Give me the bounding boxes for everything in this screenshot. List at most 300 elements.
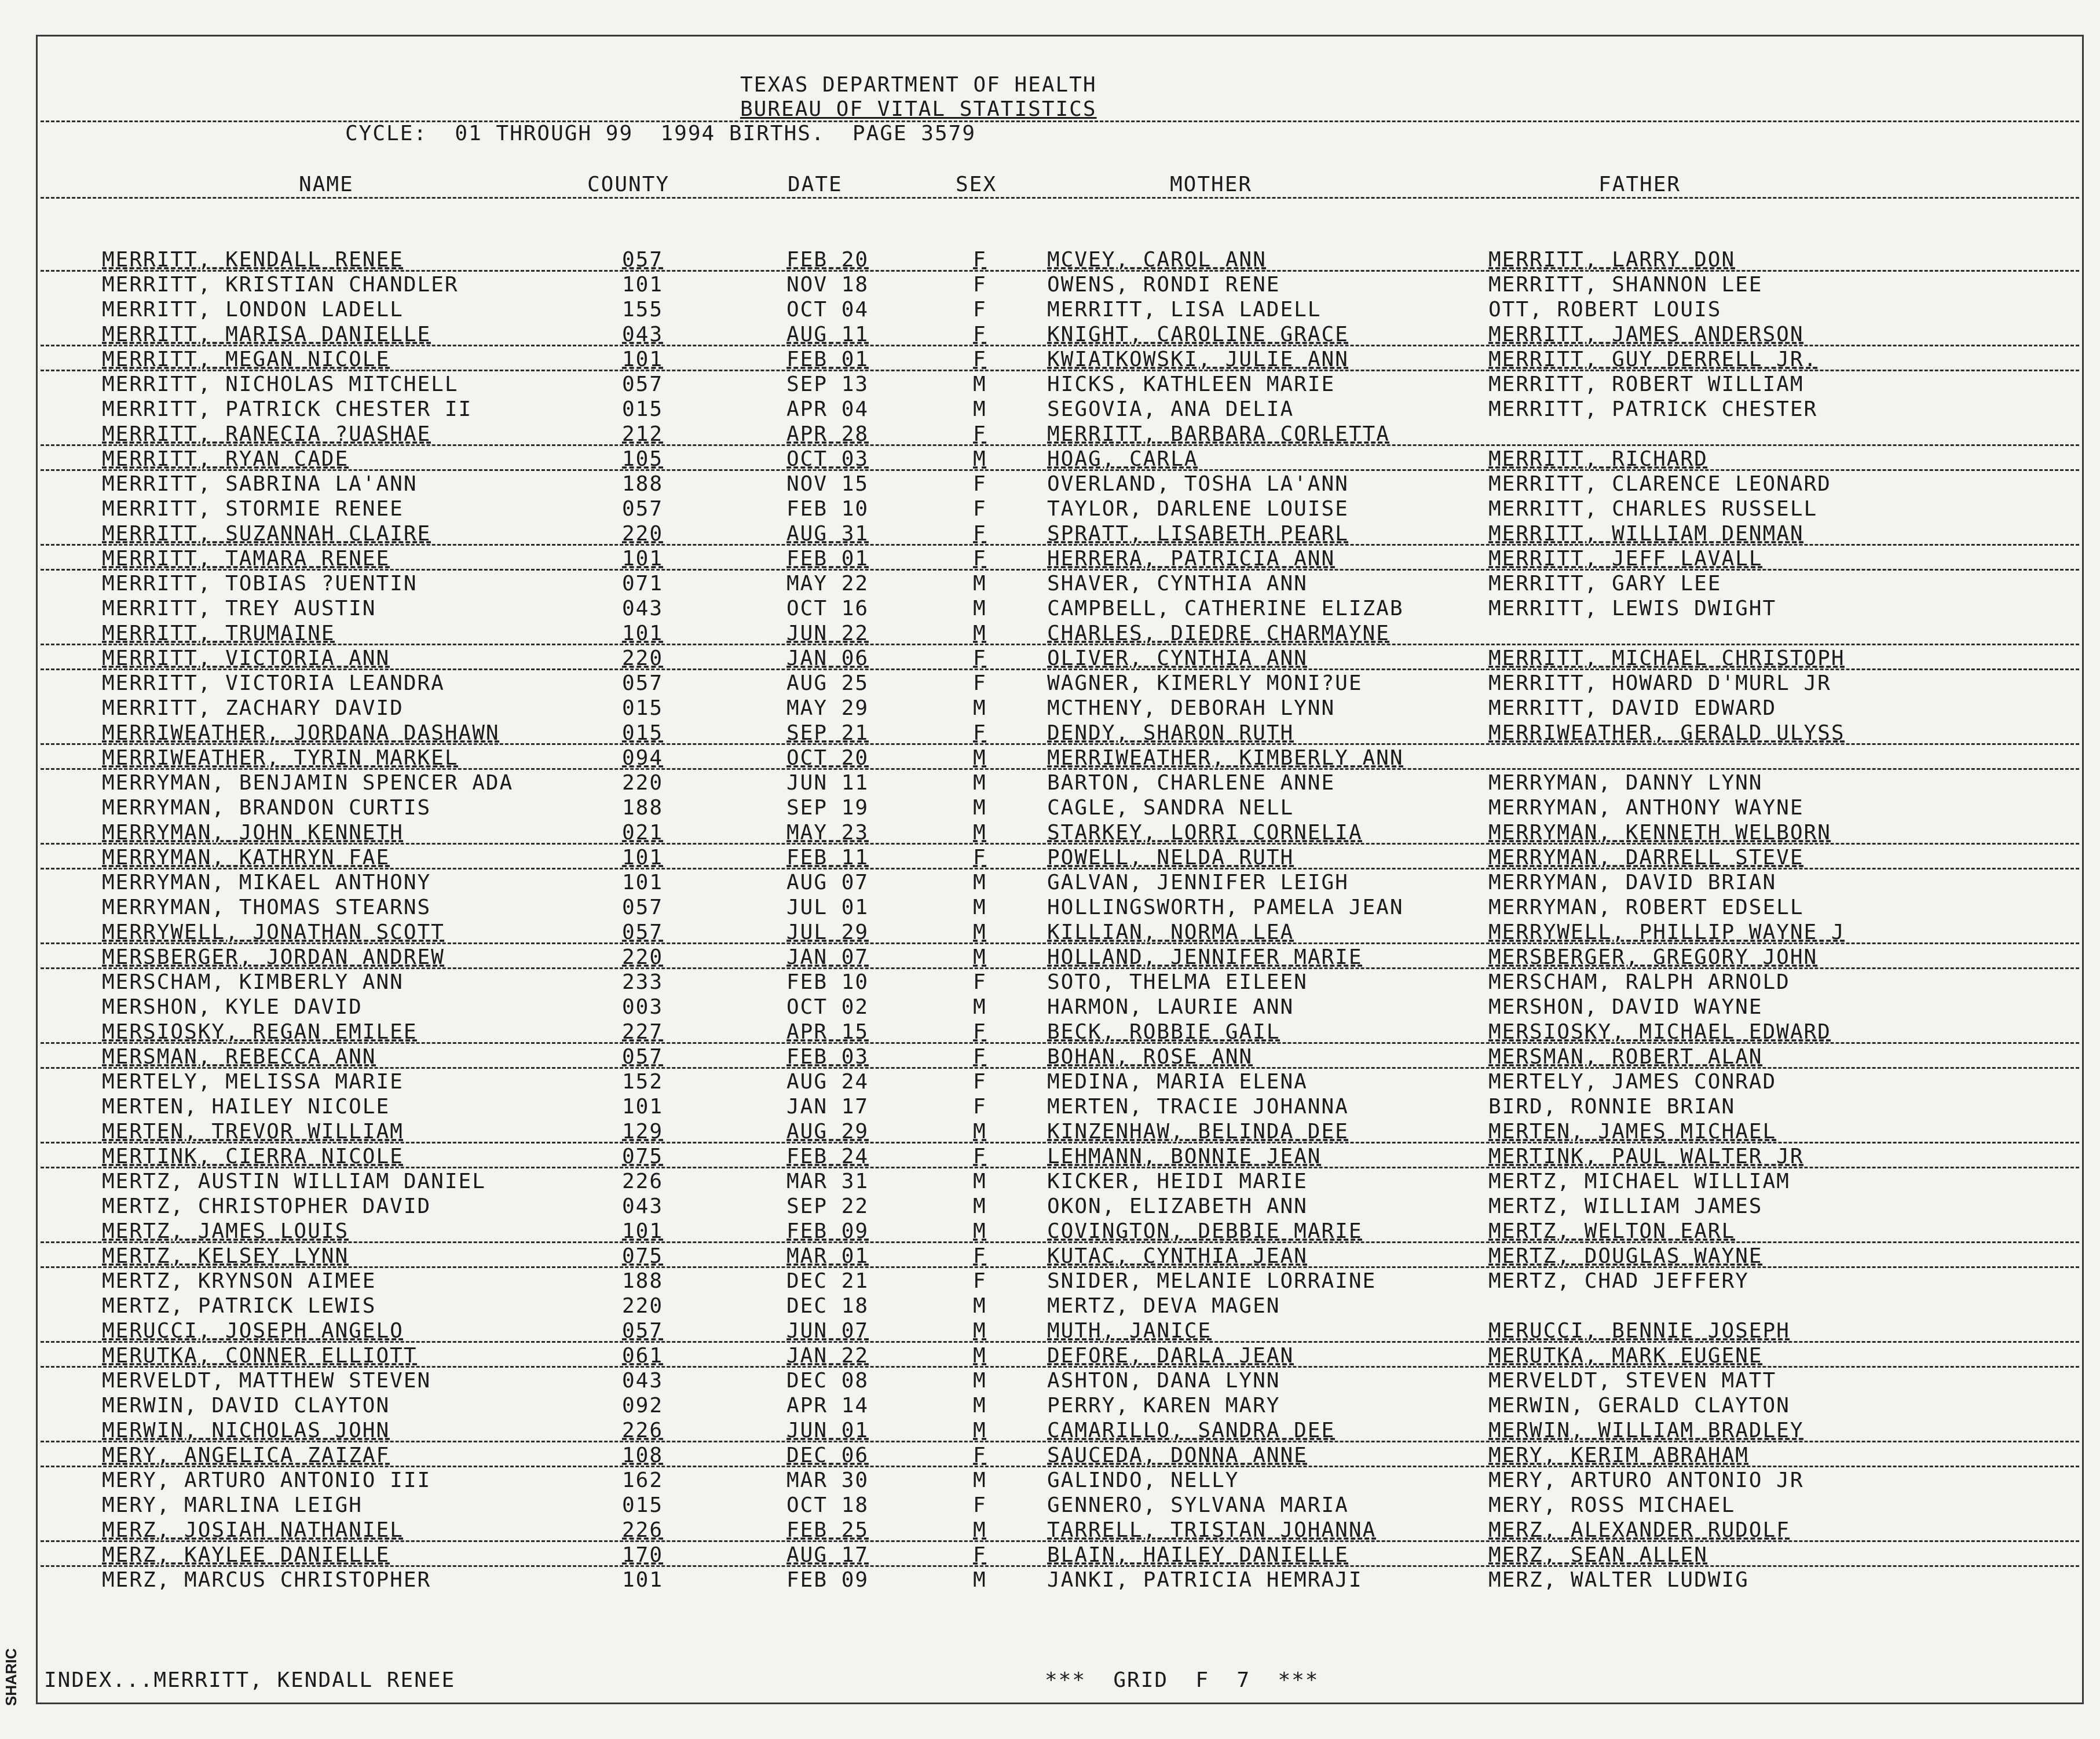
cell-mother: MUTH, JANICE <box>1047 1319 1212 1343</box>
cell-date: FEB 25 <box>786 1518 869 1542</box>
cell-father: MERRITT, HOWARD D'MURL JR <box>1488 671 1831 695</box>
cell-date: FEB 10 <box>786 970 869 994</box>
table-row <box>0 1344 2100 1369</box>
cell-county: 101 <box>622 273 664 297</box>
cell-county: 003 <box>622 995 664 1019</box>
cell-name: MERRITT, LONDON LADELL <box>102 298 404 322</box>
cell-father: MERRIWEATHER, GERALD ULYSS <box>1488 721 1845 745</box>
cell-sex: F <box>973 846 987 870</box>
cell-father: MERTELY, JAMES CONRAD <box>1488 1070 1777 1094</box>
cell-sex: M <box>973 1319 987 1343</box>
cell-mother: CAGLE, SANDRA NELL <box>1047 796 1294 820</box>
cell-father: MERRYMAN, ROBERT EDSELL <box>1488 896 1804 919</box>
table-row <box>0 796 2100 821</box>
cell-sex: F <box>973 497 987 521</box>
cell-father: MERTZ, WILLIAM JAMES <box>1488 1194 1763 1218</box>
cell-county: 101 <box>622 1095 664 1119</box>
cell-mother: KNIGHT, CAROLINE GRACE <box>1047 323 1349 346</box>
cell-name: MERRITT, MARISA DANIELLE <box>102 323 431 346</box>
cell-father: MERRITT, MICHAEL CHRISTOPH <box>1488 646 1845 670</box>
row-divider <box>41 1441 2079 1442</box>
cell-name: MERRITT, KENDALL RENEE <box>102 248 404 272</box>
cell-date: JAN 06 <box>786 646 869 670</box>
cell-county: 094 <box>622 746 664 770</box>
cell-date: JUN 22 <box>786 622 869 645</box>
cell-county: 015 <box>622 397 664 421</box>
cell-father: MERRITT, SHANNON LEE <box>1488 273 1763 297</box>
table-row <box>0 771 2100 796</box>
cell-mother: SPRATT, LISABETH PEARL <box>1047 522 1349 546</box>
cell-father: MERY, ROSS MICHAEL <box>1488 1493 1736 1517</box>
table-row <box>0 1095 2100 1120</box>
cell-date: MAY 22 <box>786 572 869 596</box>
cell-name: MERTEN, HAILEY NICOLE <box>102 1095 390 1119</box>
cell-name: MERY, MARLINA LEIGH <box>102 1493 363 1517</box>
cell-name: MERRITT, STORMIE RENEE <box>102 497 404 521</box>
cell-date: JUN 11 <box>786 771 869 795</box>
cell-father: MERSHON, DAVID WAYNE <box>1488 995 1763 1019</box>
cell-father: MERRYWELL, PHILLIP WAYNE J <box>1488 920 1845 944</box>
col-sex: SEX <box>956 173 997 196</box>
cell-date: JUL 01 <box>786 896 869 919</box>
cell-date: MAY 29 <box>786 696 869 720</box>
cell-date: AUG 17 <box>786 1543 869 1567</box>
row-divider <box>41 1042 2079 1044</box>
cell-county: 220 <box>622 771 664 795</box>
cell-name: MERSCHAM, KIMBERLY ANN <box>102 970 404 994</box>
table-row <box>0 1468 2100 1493</box>
cell-date: APR 04 <box>786 397 869 421</box>
cell-county: 071 <box>622 572 664 596</box>
cell-father: MERUCCI, BENNIE JOSEPH <box>1488 1319 1790 1343</box>
cell-date: JAN 22 <box>786 1344 869 1368</box>
cell-date: AUG 25 <box>786 671 869 695</box>
cell-county: 101 <box>622 846 664 870</box>
table-row <box>0 422 2100 447</box>
table-row <box>0 1543 2100 1568</box>
row-divider <box>41 469 2079 471</box>
cell-county: 057 <box>622 1045 664 1069</box>
cell-sex: F <box>973 273 987 297</box>
cell-date: AUG 07 <box>786 871 869 894</box>
cell-county: 233 <box>622 970 664 994</box>
cell-date: SEP 13 <box>786 372 869 396</box>
cell-sex: M <box>973 1294 987 1318</box>
cell-sex: F <box>973 1493 987 1517</box>
cell-name: MERUCCI, JOSEPH ANGELO <box>102 1319 404 1343</box>
row-divider <box>41 1241 2079 1243</box>
row-divider <box>41 1341 2079 1343</box>
cell-name: MERTZ, KELSEY LYNN <box>102 1244 349 1268</box>
cell-mother: MCTHENY, DEBORAH LYNN <box>1047 696 1336 720</box>
cell-county: 057 <box>622 671 664 695</box>
table-row <box>0 896 2100 920</box>
cell-date: NOV 15 <box>786 472 869 496</box>
cell-date: FEB 01 <box>786 348 869 371</box>
cell-father: MERRYMAN, DANNY LYNN <box>1488 771 1763 795</box>
cell-sex: F <box>973 671 987 695</box>
cell-name: MERRIWEATHER, TYRIN MARKEL <box>102 746 459 770</box>
cell-mother: MERTEN, TRACIE JOHANNA <box>1047 1095 1349 1119</box>
cell-county: 105 <box>622 447 664 471</box>
cell-county: 226 <box>622 1170 664 1193</box>
header-bureau: BUREAU OF VITAL STATISTICS <box>740 97 1097 121</box>
cell-date: FEB 03 <box>786 1045 869 1069</box>
cell-mother: HOAG, CARLA <box>1047 447 1198 471</box>
cell-date: OCT 16 <box>786 597 869 620</box>
cell-father: MERRITT, RICHARD <box>1488 447 1708 471</box>
cell-county: 226 <box>622 1518 664 1542</box>
cell-name: MERTZ, KRYNSON AIMEE <box>102 1269 376 1293</box>
cell-name: MERRITT, VICTORIA ANN <box>102 646 390 670</box>
cell-sex: F <box>973 472 987 496</box>
cell-name: MERTZ, AUSTIN WILLIAM DANIEL <box>102 1170 486 1193</box>
cell-name: MERSHON, KYLE DAVID <box>102 995 363 1019</box>
cell-mother: MCVEY, CAROL ANN <box>1047 248 1267 272</box>
cell-mother: HOLLINGSWORTH, PAMELA JEAN <box>1047 896 1404 919</box>
cell-name: MERRYWELL, JONATHAN SCOTT <box>102 920 445 944</box>
cell-sex: M <box>973 1394 987 1417</box>
cell-date: OCT 02 <box>786 995 869 1019</box>
cell-county: 101 <box>622 622 664 645</box>
cell-father: MERVELDT, STEVEN MATT <box>1488 1369 1777 1393</box>
table-row <box>0 1444 2100 1468</box>
cell-father: MERY, ARTURO ANTONIO JR <box>1488 1468 1804 1492</box>
cell-name: MERRYMAN, KATHRYN FAE <box>102 846 390 870</box>
cell-date: APR 28 <box>786 422 869 446</box>
cell-date: NOV 18 <box>786 273 869 297</box>
cell-father: MERTZ, WELTON EARL <box>1488 1219 1736 1243</box>
cell-father: BIRD, RONNIE BRIAN <box>1488 1095 1736 1119</box>
cell-county: 227 <box>622 1020 664 1044</box>
cell-name: MERVELDT, MATTHEW STEVEN <box>102 1369 431 1393</box>
table-row <box>0 1020 2100 1045</box>
cell-father: MERRITT, DAVID EDWARD <box>1488 696 1777 720</box>
table-row <box>0 696 2100 721</box>
cell-sex: M <box>973 696 987 720</box>
cell-county: 057 <box>622 920 664 944</box>
cell-date: JAN 07 <box>786 945 869 969</box>
cell-name: MERRITT, TREY AUSTIN <box>102 597 376 620</box>
cell-father: MERSCHAM, RALPH ARNOLD <box>1488 970 1790 994</box>
cell-father: MERSIOSKY, MICHAEL EDWARD <box>1488 1020 1831 1044</box>
cell-mother: HICKS, KATHLEEN MARIE <box>1047 372 1336 396</box>
cell-mother: SOTO, THELMA EILEEN <box>1047 970 1308 994</box>
table-row <box>0 1120 2100 1145</box>
cell-mother: GALINDO, NELLY <box>1047 1468 1239 1492</box>
cell-sex: M <box>973 572 987 596</box>
cell-mother: OWENS, RONDI RENE <box>1047 273 1281 297</box>
cell-county: 170 <box>622 1543 664 1567</box>
table-row <box>0 323 2100 348</box>
cell-sex: M <box>973 447 987 471</box>
cell-sex: M <box>973 995 987 1019</box>
row-divider <box>41 843 2079 845</box>
cell-mother: STARKEY, LORRI CORNELIA <box>1047 821 1363 845</box>
cell-county: 092 <box>622 1394 664 1417</box>
cell-mother: DEFORE, DARLA JEAN <box>1047 1344 1294 1368</box>
cell-father: MERY, KERIM ABRAHAM <box>1488 1444 1749 1467</box>
table-row <box>0 572 2100 597</box>
cell-date: DEC 18 <box>786 1294 869 1318</box>
cell-sex: M <box>973 1568 987 1592</box>
cell-father: MERRITT, CHARLES RUSSELL <box>1488 497 1818 521</box>
table-row <box>0 970 2100 995</box>
row-divider <box>41 569 2079 571</box>
cell-date: SEP 19 <box>786 796 869 820</box>
cell-county: 155 <box>622 298 664 322</box>
cell-sex: F <box>973 298 987 322</box>
table-row <box>0 273 2100 298</box>
cell-county: 188 <box>622 1269 664 1293</box>
footer-index: INDEX...MERRITT, KENDALL RENEE <box>44 1668 456 1692</box>
cell-mother: SEGOVIA, ANA DELIA <box>1047 397 1294 421</box>
cell-date: OCT 18 <box>786 1493 869 1517</box>
row-divider <box>41 544 2079 546</box>
cell-name: MERTINK, CIERRA NICOLE <box>102 1145 404 1168</box>
cell-mother: BOHAN, ROSE ANN <box>1047 1045 1253 1069</box>
cell-county: 188 <box>622 796 664 820</box>
cell-father: MERUTKA, MARK EUGENE <box>1488 1344 1763 1368</box>
table-row <box>0 348 2100 372</box>
row-divider <box>41 1366 2079 1368</box>
table-row <box>0 597 2100 622</box>
row-divider <box>41 1540 2079 1542</box>
cell-date: FEB 09 <box>786 1568 869 1592</box>
row-divider <box>41 942 2079 944</box>
cell-mother: OLIVER, CYNTHIA ANN <box>1047 646 1308 670</box>
cell-name: MERRIWEATHER, JORDANA DASHAWN <box>102 721 500 745</box>
cell-mother: GALVAN, JENNIFER LEIGH <box>1047 871 1349 894</box>
cell-county: 015 <box>622 721 664 745</box>
cell-father: MERRITT, LARRY DON <box>1488 248 1736 272</box>
cell-date: MAR 01 <box>786 1244 869 1268</box>
cell-name: MERRITT, RANECIA ?UASHAE <box>102 422 431 446</box>
cell-sex: F <box>973 970 987 994</box>
cell-father: MERRITT, GUY DERRELL JR. <box>1488 348 1818 371</box>
cell-name: MERRITT, NICHOLAS MITCHELL <box>102 372 459 396</box>
col-county: COUNTY <box>587 173 670 196</box>
cell-county: 057 <box>622 372 664 396</box>
cell-father: MERTEN, JAMES MICHAEL <box>1488 1120 1777 1143</box>
table-row <box>0 871 2100 896</box>
cell-mother: HARMON, LAURIE ANN <box>1047 995 1294 1019</box>
cell-county: 108 <box>622 1444 664 1467</box>
cell-name: MERRITT, PATRICK CHESTER II <box>102 397 473 421</box>
cell-sex: F <box>973 1070 987 1094</box>
cell-sex: F <box>973 1269 987 1293</box>
cell-mother: BLAIN, HAILEY DANIELLE <box>1047 1543 1349 1567</box>
table-row <box>0 1394 2100 1419</box>
cell-county: 015 <box>622 696 664 720</box>
cell-father: MERZ, ALEXANDER RUDOLF <box>1488 1518 1790 1542</box>
cell-county: 043 <box>622 1194 664 1218</box>
cell-name: MERSMAN, REBECCA ANN <box>102 1045 376 1069</box>
cell-sex: F <box>973 1145 987 1168</box>
cell-sex: M <box>973 1344 987 1368</box>
cell-date: MAR 30 <box>786 1468 869 1492</box>
row-divider <box>41 644 2079 645</box>
cell-name: MERTEN, TREVOR WILLIAM <box>102 1120 404 1143</box>
row-divider <box>41 743 2079 745</box>
cell-name: MERTZ, JAMES LOUIS <box>102 1219 349 1243</box>
cell-date: FEB 01 <box>786 547 869 571</box>
cell-sex: F <box>973 1045 987 1069</box>
table-row <box>0 846 2100 871</box>
col-date: DATE <box>788 173 843 196</box>
cell-sex: M <box>973 920 987 944</box>
row-divider <box>41 1067 2079 1069</box>
cell-sex: M <box>973 1219 987 1243</box>
cell-sex: F <box>973 422 987 446</box>
table-row <box>0 1269 2100 1294</box>
cell-sex: M <box>973 1120 987 1143</box>
cell-name: MERRITT, SABRINA LA'ANN <box>102 472 418 496</box>
table-row <box>0 547 2100 572</box>
cell-sex: M <box>973 1194 987 1218</box>
cell-sex: M <box>973 746 987 770</box>
cell-date: DEC 08 <box>786 1369 869 1393</box>
cell-date: DEC 21 <box>786 1269 869 1293</box>
cell-mother: CAMARILLO, SANDRA DEE <box>1047 1419 1336 1442</box>
cell-county: 220 <box>622 646 664 670</box>
cell-sex: M <box>973 1468 987 1492</box>
cell-county: 162 <box>622 1468 664 1492</box>
cell-date: SEP 21 <box>786 721 869 745</box>
side-label: SHARIC <box>2 1648 20 1706</box>
row-divider <box>41 768 2079 770</box>
cell-county: 212 <box>622 422 664 446</box>
cell-county: 226 <box>622 1419 664 1442</box>
cell-sex: M <box>973 871 987 894</box>
table-row <box>0 298 2100 323</box>
cell-father: MERRITT, WILLIAM DENMAN <box>1488 522 1804 546</box>
cell-sex: M <box>973 372 987 396</box>
cell-county: 043 <box>622 1369 664 1393</box>
cell-date: AUG 29 <box>786 1120 869 1143</box>
cell-father: MERSMAN, ROBERT ALAN <box>1488 1045 1763 1069</box>
cell-name: MERRYMAN, MIKAEL ANTHONY <box>102 871 431 894</box>
cell-date: FEB 11 <box>786 846 869 870</box>
cell-date: MAY 23 <box>786 821 869 845</box>
cell-father: MERWIN, WILLIAM BRADLEY <box>1488 1419 1804 1442</box>
cell-mother: POWELL, NELDA RUTH <box>1047 846 1294 870</box>
cell-mother: GENNERO, SYLVANA MARIA <box>1047 1493 1349 1517</box>
cell-county: 220 <box>622 1294 664 1318</box>
cell-county: 220 <box>622 522 664 546</box>
cell-sex: M <box>973 622 987 645</box>
cell-mother: CHARLES, DIEDRE CHARMAYNE <box>1047 622 1390 645</box>
cell-sex: M <box>973 821 987 845</box>
cell-father: MERRITT, CLARENCE LEONARD <box>1488 472 1831 496</box>
cell-sex: M <box>973 896 987 919</box>
cell-county: 057 <box>622 497 664 521</box>
cell-father: MERWIN, GERALD CLAYTON <box>1488 1394 1790 1417</box>
cell-county: 152 <box>622 1070 664 1094</box>
cell-mother: MERRITT, BARBARA CORLETTA <box>1047 422 1390 446</box>
cell-county: 101 <box>622 547 664 571</box>
cell-date: SEP 22 <box>786 1194 869 1218</box>
table-row <box>0 1070 2100 1095</box>
cell-date: DEC 06 <box>786 1444 869 1467</box>
cell-county: 021 <box>622 821 664 845</box>
row-divider <box>41 370 2079 371</box>
cell-name: MERRITT, MEGAN NICOLE <box>102 348 390 371</box>
table-row <box>0 1145 2100 1170</box>
cell-mother: LEHMANN, BONNIE JEAN <box>1047 1145 1322 1168</box>
header-cycle: CYCLE: 01 THROUGH 99 1994 BIRTHS. PAGE 3579 <box>345 122 976 145</box>
cell-sex: F <box>973 348 987 371</box>
table-row <box>0 920 2100 945</box>
cell-county: 101 <box>622 1568 664 1592</box>
cell-name: MERRITT, ZACHARY DAVID <box>102 696 404 720</box>
row-divider <box>41 868 2079 870</box>
table-row <box>0 397 2100 422</box>
cell-father: MERRITT, LEWIS DWIGHT <box>1488 597 1777 620</box>
cell-mother: KILLIAN, NORMA LEA <box>1047 920 1294 944</box>
cell-father: MERRITT, ROBERT WILLIAM <box>1488 372 1804 396</box>
cell-father: MERRITT, JEFF LAVALL <box>1488 547 1763 571</box>
cell-date: JUL 29 <box>786 920 869 944</box>
table-row <box>0 671 2100 696</box>
table-row <box>0 1219 2100 1244</box>
cell-father: MERRYMAN, DAVID BRIAN <box>1488 871 1777 894</box>
cell-father: MERZ, SEAN ALLEN <box>1488 1543 1708 1567</box>
cell-sex: F <box>973 1444 987 1467</box>
cell-county: 101 <box>622 348 664 371</box>
table-row <box>0 248 2100 273</box>
cell-sex: F <box>973 721 987 745</box>
row-divider <box>41 270 2079 272</box>
table-row <box>0 746 2100 771</box>
cell-county: 043 <box>622 323 664 346</box>
col-father: FATHER <box>1598 173 1681 196</box>
cell-mother: TARRELL, TRISTAN JOHANNA <box>1047 1518 1377 1542</box>
cell-mother: MERRIWEATHER, KIMBERLY ANN <box>1047 746 1404 770</box>
cell-sex: M <box>973 945 987 969</box>
table-row <box>0 497 2100 522</box>
cell-date: AUG 11 <box>786 323 869 346</box>
cell-date: FEB 20 <box>786 248 869 272</box>
cell-mother: OVERLAND, TOSHA LA'ANN <box>1047 472 1349 496</box>
cell-date: APR 15 <box>786 1020 869 1044</box>
cell-name: MERZ, KAYLEE DANIELLE <box>102 1543 390 1567</box>
cell-sex: F <box>973 323 987 346</box>
cell-sex: M <box>973 1419 987 1442</box>
cell-father: MERSBERGER, GREGORY JOHN <box>1488 945 1818 969</box>
cell-father: MERZ, WALTER LUDWIG <box>1488 1568 1749 1592</box>
cell-name: MERTZ, PATRICK LEWIS <box>102 1294 376 1318</box>
cell-name: MERUTKA, CONNER ELLIOTT <box>102 1344 418 1368</box>
cell-mother: ASHTON, DANA LYNN <box>1047 1369 1281 1393</box>
cell-father: MERTZ, DOUGLAS WAYNE <box>1488 1244 1763 1268</box>
table-row <box>0 995 2100 1020</box>
cell-date: FEB 09 <box>786 1219 869 1243</box>
cell-sex: F <box>973 1095 987 1119</box>
row-divider <box>41 967 2079 969</box>
table-row <box>0 522 2100 547</box>
cell-sex: F <box>973 1020 987 1044</box>
cell-sex: F <box>973 547 987 571</box>
cell-date: APR 14 <box>786 1394 869 1417</box>
cell-name: MERRYMAN, JOHN KENNETH <box>102 821 404 845</box>
cell-name: MERRYMAN, THOMAS STEARNS <box>102 896 431 919</box>
column-divider <box>41 197 2079 199</box>
cell-date: OCT 03 <box>786 447 869 471</box>
cell-county: 075 <box>622 1244 664 1268</box>
cell-date: OCT 20 <box>786 746 869 770</box>
table-row <box>0 1294 2100 1319</box>
